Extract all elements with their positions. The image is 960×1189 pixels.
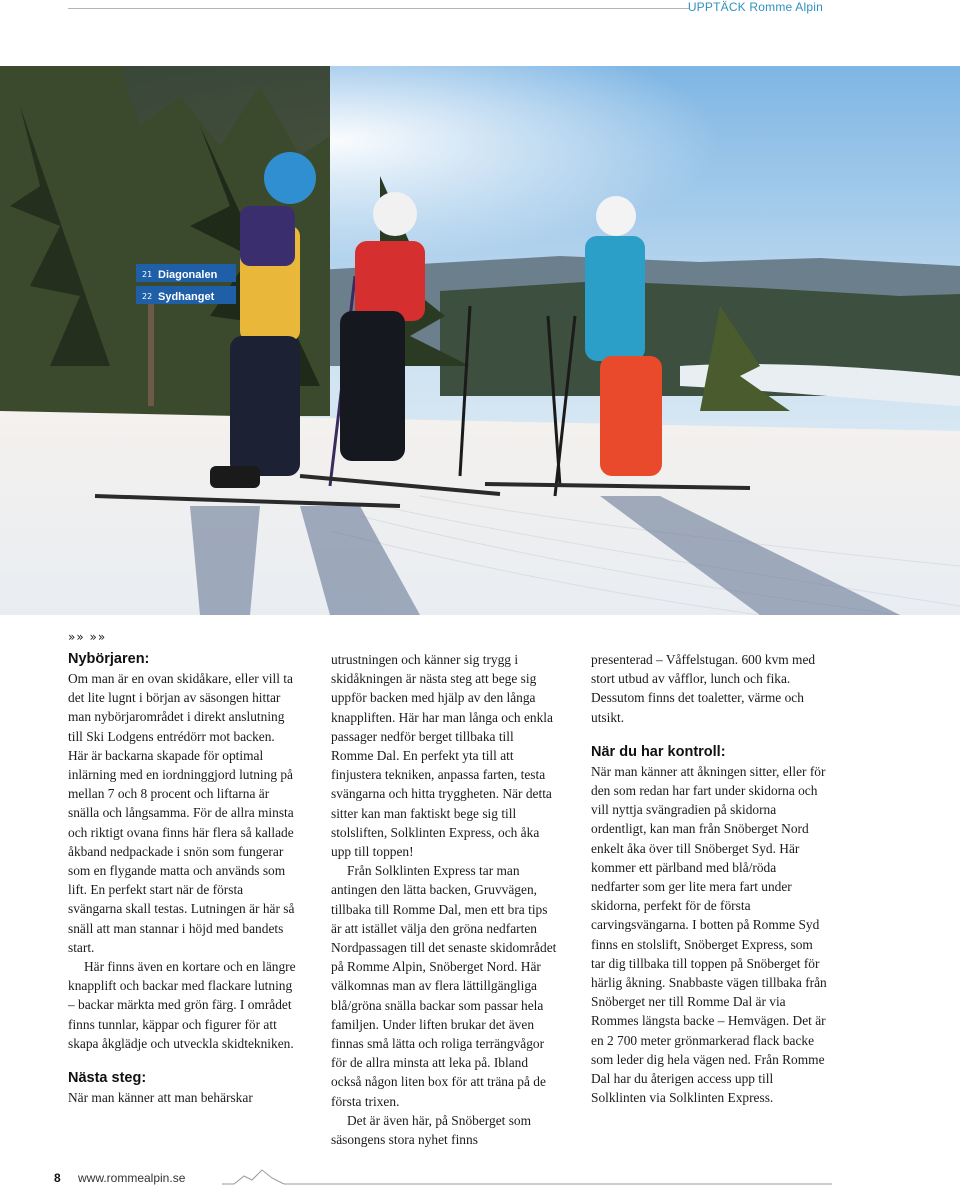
running-head: UPPTÄCK Romme Alpin <box>687 0 823 14</box>
column-1 <box>68 630 296 1107</box>
paragraph: Här finns även en kortare och en längre knapplift och backar med flackare lutning – backar märkta med grön färg. I området finns tunnlar, käppar och figurer för att skapa åkglädje och utveckla skidtekniken. <box>68 959 296 1051</box>
sign-label-1: Diagonalen <box>158 269 218 281</box>
mountain-line-icon <box>222 1168 832 1188</box>
sign-number-1: 21 <box>142 270 153 279</box>
column-2 <box>331 650 557 1149</box>
footer <box>0 1168 960 1189</box>
sign-number-2: 22 <box>142 292 153 301</box>
header-rule <box>68 8 690 9</box>
section-arrows: »» »» <box>68 630 107 644</box>
photo-illustration <box>0 66 960 615</box>
sign-label-2: Sydhanget <box>158 291 215 303</box>
paragraph: presenterad – Våffelstugan. 600 kvm med stort utbud av våfflor, lunch och fika. Dessutom finns det toaletter, värme och utsikt. <box>591 652 816 725</box>
heading-nasta-steg: Nästa steg: <box>68 1070 147 1087</box>
skiers-photo <box>0 66 960 615</box>
heading-nar-du-har-kontroll: När du har kontroll: <box>591 743 726 760</box>
footer-url[interactable]: www.rommealpin.se <box>78 1171 186 1185</box>
paragraph: När man känner att åkningen sitter, eller för den som redan har fart under skidorna och vill nyttja svängradien på skidorna ordentligt, kan man från Snöberget Nord enkelt åka över till Snöberget Syd. Här kommer ett pärlband med blå/röda nedfarter som ger lite mera fart under skidorna, perfekt för de första carvingsvängarna. I botten på Romme Syd finns en stolslift, Snöberget Express, som tar dig tillbaka till toppen på Snöberget för härlig åkning. Snabbaste vägen tillbaka från Snöberget ner till Romme Dal är via Rommes längsta backe – Hemvägen. Det är en 2 700 meter grönmarkerad flack backe som leder dig hela vägen ned. Från Romme Dal har du återigen access upp till Solklinten via Solklinten Express. <box>591 763 827 1106</box>
paragraph: Det är även här, på Snöberget som säsongens stora nyhet finns <box>331 1112 532 1148</box>
paragraph: Om man är en ovan skidåkare, eller vill ta det lite lugnt i början av säsongen hittar man nybörjarområdet i direkt anslutning till Ski Lodgens entrédörr mot backen. Här är backarna skapade för optimal inlärning med en iordninggjord lutning på mellan 7 och 8 procent och liftarna är snälla och långsamma. För de allra minsta och riktigt ovana finns här flera så kallade åkband nedpackade i snön som fungerar som en flygande matta och används som lift. En perfekt start när de första svängarna skall testas. Lutningen är här så snäll att man stannar i höjd med bandets start. <box>68 671 295 955</box>
column-3 <box>591 650 827 1107</box>
paragraph: Från Solklinten Express tar man antingen den lätta backen, Gruvvägen, tillbaka till Romme Dal, men ett bra tips är att istället välja den gröna nedfarten Nordpassagen till det senaste skidområdet på Romme Alpin, Snöberget Nord. Här välkomnas man av flera lättillgängliga blå/gröna snälla backar som passar hela familjen. Under liften brukar det även finnas små lätta och roliga terrängvågor för de allra minsta att leka på. Ibland också någon liten box för att träna på de första trixen. <box>331 863 557 1109</box>
paragraph: När man känner att man behärskar <box>68 1090 253 1106</box>
page-number: 8 <box>54 1171 61 1185</box>
heading-nyborjaren: Nybörjaren: <box>68 651 150 667</box>
paragraph: utrustningen och känner sig trygg i skidåkningen är nästa steg att bege sig uppför backen med hjälp av den långa knappliften. Här har man långa och enkla passager nedför berget tillbaka till Romme Dal. En perfekt yta till att finjustera tekniken, anpassa farten, testa svängarna och hitta tryggheten. När detta sitter kan man faktiskt bege sig till stolsliften, Solklinten Express, och åka upp till toppen! <box>331 652 553 860</box>
